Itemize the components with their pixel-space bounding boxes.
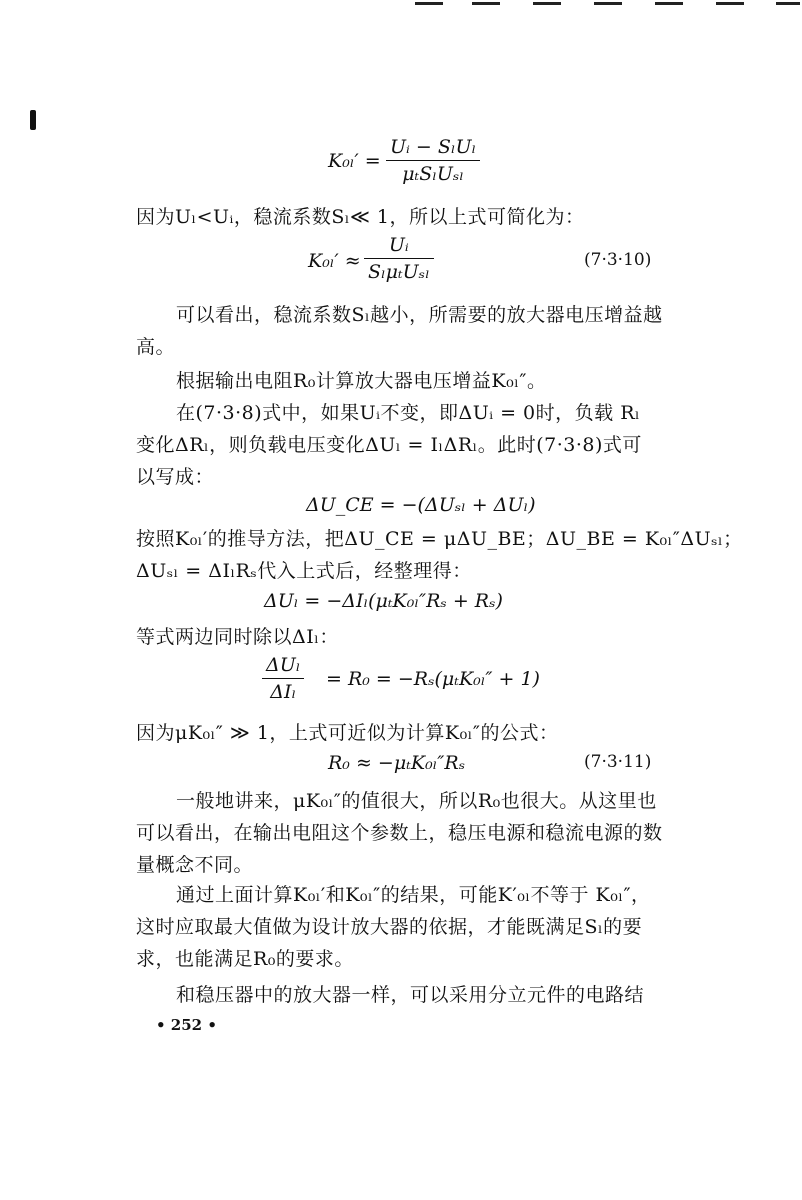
text-line: 因为μK₀ₗ″ ≫ 1，上式可近似为计算K₀ₗ″的公式： [136,722,559,744]
text-line: ΔUₛₗ = ΔIₗRₛ代入上式后，经整理得： [136,560,472,582]
eq1-denominator: μₜSₗUₛₗ [402,163,464,185]
eq2-fraction [364,234,434,283]
text-line: 以写成： [136,466,215,488]
text-line: 等式两边同时除以ΔIₗ： [136,626,339,648]
top-rule [594,2,622,5]
eq5-denominator: ΔIₗ [270,681,297,703]
text-line: 可以看出，稳流系数Sₗ越小，所需要的放大器电压增益越 [176,304,663,326]
text-line: 量概念不同。 [136,854,254,876]
text-line: 根据输出电阻R₀计算放大器电压增益K₀ₗ″。 [176,370,547,392]
text-line: 可以看出，在输出电阻这个参数上，稳压电源和稳流电源的数 [136,822,663,844]
text-line: 这时应取最大值做为设计放大器的依据，才能既满足Sₗ的要 [136,916,643,938]
eq1-fraction [386,136,480,185]
top-rule [415,2,443,5]
eq5-fraction [262,654,304,703]
eq3: ΔU_CE = −(ΔUₛₗ + ΔUₗ) [306,494,536,516]
eq5-rhs: = R₀ = −Rₛ(μₜK₀ₗ″ + 1) [326,668,540,690]
text-line: 在(7·3·8)式中，如果Uᵢ不变，即ΔUᵢ = 0时，负载 Rₗ [176,402,641,424]
eq5-numerator: ΔUₗ [262,654,304,679]
text-line: 通过上面计算K₀ₗ′和K₀ₗ″的结果，可能K′₀ₗ不等于 K₀ₗ″， [176,884,651,906]
text-line: 按照K₀ₗ′的推导方法，把ΔU_CE = μΔU_BE；ΔU_BE = K₀ₗ″ΔUₛₗ； [136,528,743,550]
eq6: R₀ ≈ −μₜK₀ₗ″Rₛ [328,752,466,774]
scan-mark [30,110,36,130]
text-line: 因为Uₗ<Uᵢ，稳流系数Sₗ≪ 1，所以上式可简化为： [136,206,585,228]
top-rule [533,2,561,5]
eq2-numerator: Uᵢ [364,234,434,259]
page-number: • 252 • [156,1016,217,1034]
eq2-denominator: SₗμₜUₛₗ [368,261,430,283]
eq6-number: (7·3·11) [584,752,652,772]
eq4: ΔUₗ = −ΔIₗ(μₜK₀ₗ″Rₛ + Rₛ) [264,590,503,612]
eq2-lhs: K₀ₗ′ ≈ [308,250,361,272]
eq2-number: (7·3·10) [584,250,652,270]
top-rule [655,2,683,5]
text-line: 和稳压器中的放大器一样，可以采用分立元件的电路结 [176,984,645,1006]
eq1-lhs: K₀ₗ′ = [328,150,381,172]
text-line: 高。 [136,336,176,358]
top-rule [716,2,744,5]
top-rule [472,2,500,5]
text-line: 求，也能满足R₀的要求。 [136,948,354,970]
text-line: 变化ΔRₗ，则负载电压变化ΔUₗ = IₗΔRₗ。此时(7·3·8)式可 [136,434,642,456]
eq1-numerator: Uᵢ − SₗUₗ [386,136,480,161]
text-line: 一般地讲来，μK₀ₗ″的值很大，所以R₀也很大。从这里也 [176,790,657,812]
top-rule [776,2,800,5]
